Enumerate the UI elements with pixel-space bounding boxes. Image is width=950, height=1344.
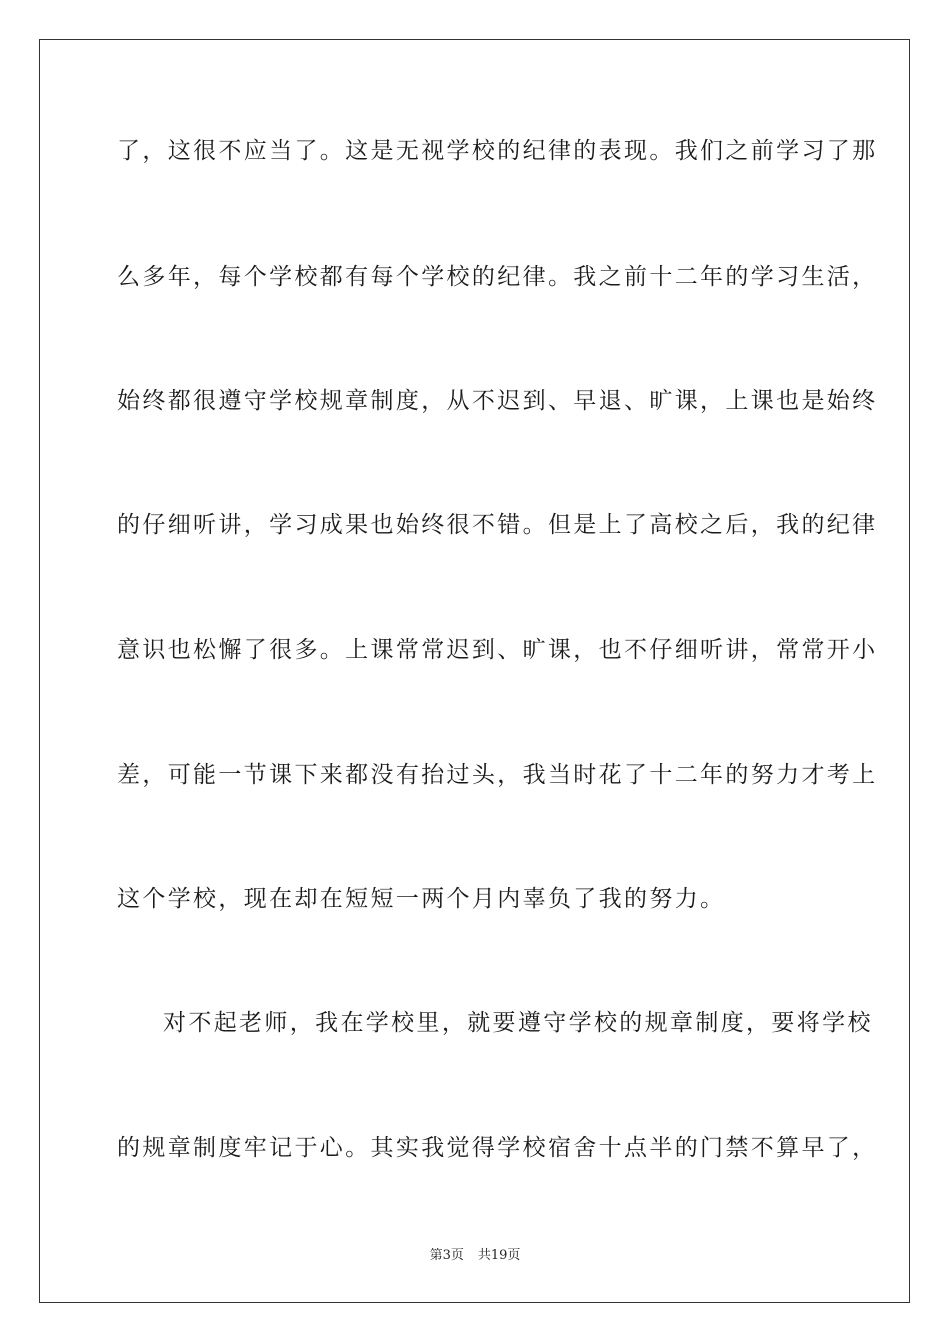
text-line: 始终都很遵守学校规章制度，从不迟到、早退、旷课，上课也是始终 (117, 388, 878, 414)
page-number: 第3页 (429, 1248, 464, 1263)
total-pages: 共19页 (477, 1248, 521, 1263)
text-line: 意识也松懈了很多。上课常常迟到、旷课，也不仔细听讲，常常开小 (117, 637, 878, 663)
paragraph-first-line: 对不起老师，我在学校里，就要遵守学校的规章制度，要将学校 (163, 1010, 873, 1036)
text-line: 的仔细听讲，学习成果也始终很不错。但是上了高校之后，我的纪律 (117, 512, 878, 538)
text-line: 差，可能一节课下来都没有抬过头，我当时花了十二年的努力才考上 (117, 762, 878, 788)
text-line: 么多年，每个学校都有每个学校的纪律。我之前十二年的学习生活， (117, 264, 878, 290)
text-line: 了，这很不应当了。这是无视学校的纪律的表现。我们之前学习了那 (117, 138, 878, 164)
page-footer (0, 1247, 950, 1265)
page-border (39, 39, 910, 1303)
text-line: 的规章制度牢记于心。其实我觉得学校宿舍十点半的门禁不算早了， (117, 1135, 878, 1161)
text-line: 这个学校，现在却在短短一两个月内辜负了我的努力。 (117, 886, 726, 912)
